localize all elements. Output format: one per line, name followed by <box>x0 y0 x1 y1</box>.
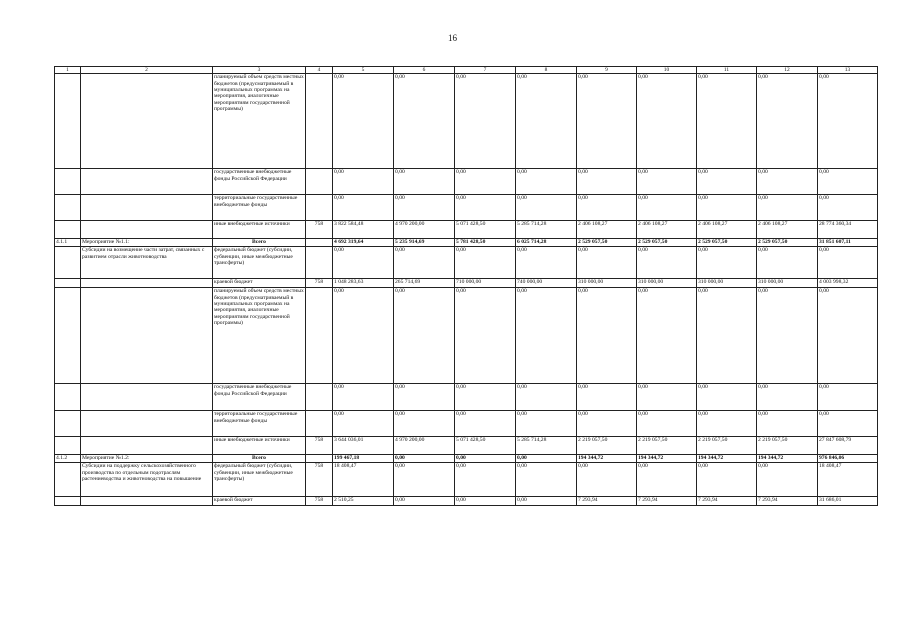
measure-number-cell: 4.1.2 <box>55 455 81 463</box>
column-header: 11 <box>697 67 757 74</box>
measure-name-cell <box>81 221 213 239</box>
amount-cell: 4 003 998,32 <box>818 279 878 288</box>
amount-cell: 18 408,47 <box>333 463 394 497</box>
amount-cell: 0,00 <box>757 288 818 384</box>
amount-cell: 0,00 <box>516 74 577 169</box>
funding-source-cell: государственные внебюджетные фонды Российской Федерации <box>213 169 306 195</box>
amount-cell: 0,00 <box>697 169 757 195</box>
measure-number-cell <box>55 195 81 221</box>
amount-cell: 4 692 319,64 <box>333 239 394 247</box>
amount-cell: 0,00 <box>757 74 818 169</box>
funding-source-cell: иные внебюджетные источники <box>213 437 306 455</box>
amount-cell: 2 406 108,27 <box>637 221 697 239</box>
measure-number-cell <box>55 384 81 411</box>
measure-name-cell <box>81 74 213 169</box>
code-cell <box>306 455 333 463</box>
amount-cell: 0,00 <box>516 247 577 279</box>
measure-number-cell <box>55 497 81 506</box>
amount-cell: 2 529 057,50 <box>577 239 637 247</box>
measure-name-cell <box>81 279 213 288</box>
measure-name-cell <box>81 497 213 506</box>
measure-number-cell <box>55 437 81 455</box>
measure-number-cell <box>55 288 81 384</box>
budget-table-body <box>55 74 878 506</box>
table-row <box>55 497 878 506</box>
amount-cell: 194 344,72 <box>637 455 697 463</box>
code-cell <box>306 74 333 169</box>
amount-cell: 0,00 <box>577 384 637 411</box>
amount-cell: 0,00 <box>394 411 455 437</box>
amount-cell: 2 406 108,27 <box>697 221 757 239</box>
amount-cell: 0,00 <box>637 384 697 411</box>
funding-source-cell: планируемый объем средств местных бюджетов (предусматриваемый в муниципальных программах на мероприятия, аналогичные мероприятиям государственной программы) <box>213 288 306 384</box>
measure-number-cell <box>55 279 81 288</box>
amount-cell: 5 285 714,28 <box>516 437 577 455</box>
amount-cell: 0,00 <box>516 195 577 221</box>
amount-cell: 0,00 <box>818 74 878 169</box>
amount-cell: 7 293,94 <box>697 497 757 506</box>
column-header: 13 <box>818 67 878 74</box>
measure-name-cell <box>81 195 213 221</box>
funding-source-cell: государственные внебюджетные фонды Российской Федерации <box>213 384 306 411</box>
amount-cell: 0,00 <box>455 384 516 411</box>
code-cell: 758 <box>306 497 333 506</box>
amount-cell: 0,00 <box>455 455 516 463</box>
amount-cell: 0,00 <box>757 411 818 437</box>
amount-cell: 0,00 <box>455 411 516 437</box>
code-cell: 758 <box>306 279 333 288</box>
amount-cell: 310 000,00 <box>577 279 637 288</box>
amount-cell: 2 406 108,27 <box>757 221 818 239</box>
column-header: 6 <box>394 67 455 74</box>
measure-name-cell: Субсидии на поддержку сельскохозяйственного производства по отдельным подотраслям растениеводства и животноводства на повышение <box>81 463 213 497</box>
measure-name-cell <box>81 437 213 455</box>
amount-cell: 0,00 <box>333 74 394 169</box>
amount-cell: 2 219 057,50 <box>577 437 637 455</box>
amount-cell: 0,00 <box>516 455 577 463</box>
amount-cell: 0,00 <box>516 384 577 411</box>
code-cell <box>306 384 333 411</box>
amount-cell: 0,00 <box>637 74 697 169</box>
amount-cell: 0,00 <box>455 74 516 169</box>
amount-cell: 976 846,06 <box>818 455 878 463</box>
amount-cell: 0,00 <box>333 288 394 384</box>
amount-cell: 2 406 108,27 <box>577 221 637 239</box>
amount-cell: 0,00 <box>394 463 455 497</box>
amount-cell: 0,00 <box>333 384 394 411</box>
amount-cell: 6 025 714,28 <box>516 239 577 247</box>
amount-cell: 0,00 <box>757 169 818 195</box>
amount-cell: 0,00 <box>697 288 757 384</box>
amount-cell: 0,00 <box>516 411 577 437</box>
amount-cell: 2 219 057,50 <box>637 437 697 455</box>
amount-cell: 2 219 057,50 <box>757 437 818 455</box>
amount-cell: 0,00 <box>394 455 455 463</box>
amount-cell: 194 344,72 <box>757 455 818 463</box>
funding-source-cell: краевой бюджет <box>213 279 306 288</box>
amount-cell: 0,00 <box>394 74 455 169</box>
measure-number-cell <box>55 74 81 169</box>
column-header: 9 <box>577 67 637 74</box>
code-cell: 758 <box>306 463 333 497</box>
funding-source-cell: федеральный бюджет (субсидии, субвенции, иные межбюджетные трансферты) <box>213 463 306 497</box>
amount-cell: 2 219 057,50 <box>697 437 757 455</box>
table-row <box>55 288 878 384</box>
code-cell <box>306 195 333 221</box>
amount-cell: 0,00 <box>394 288 455 384</box>
amount-cell: 0,00 <box>577 74 637 169</box>
amount-cell: 265 714,69 <box>394 279 455 288</box>
amount-cell: 5 285 714,28 <box>516 221 577 239</box>
funding-source-cell: краевой бюджет <box>213 497 306 506</box>
measure-name-cell <box>81 384 213 411</box>
amount-cell: 0,00 <box>394 247 455 279</box>
funding-source-cell: Всего <box>213 455 306 463</box>
measure-name-cell: Мероприятие №1.2: <box>81 455 213 463</box>
table-row <box>55 169 878 195</box>
measure-number-cell <box>55 169 81 195</box>
amount-cell: 740 000,00 <box>516 279 577 288</box>
amount-cell: 0,00 <box>455 463 516 497</box>
amount-cell: 0,00 <box>394 497 455 506</box>
amount-cell: 0,00 <box>637 463 697 497</box>
code-cell <box>306 239 333 247</box>
funding-source-cell: территориальные государственные внебюджетные фонды <box>213 411 306 437</box>
amount-cell: 0,00 <box>757 195 818 221</box>
amount-cell: 5 071 428,50 <box>455 437 516 455</box>
amount-cell: 0,00 <box>818 411 878 437</box>
code-cell <box>306 247 333 279</box>
amount-cell: 0,00 <box>637 195 697 221</box>
amount-cell: 0,00 <box>637 411 697 437</box>
table-row <box>55 437 878 455</box>
amount-cell: 0,00 <box>637 247 697 279</box>
amount-cell: 31 851 607,11 <box>818 239 878 247</box>
column-number-header <box>55 67 878 74</box>
amount-cell: 0,00 <box>455 195 516 221</box>
measure-number-cell <box>55 463 81 497</box>
amount-cell: 0,00 <box>697 411 757 437</box>
amount-cell: 310 000,00 <box>637 279 697 288</box>
table-row <box>55 221 878 239</box>
amount-cell: 27 847 608,79 <box>818 437 878 455</box>
amount-cell: 0,00 <box>577 288 637 384</box>
table-row <box>55 463 878 497</box>
amount-cell: 28 774 360,34 <box>818 221 878 239</box>
amount-cell: 4 970 200,00 <box>394 221 455 239</box>
amount-cell: 0,00 <box>333 411 394 437</box>
table-row <box>55 455 878 463</box>
amount-cell: 18 408,47 <box>818 463 878 497</box>
amount-cell: 0,00 <box>697 195 757 221</box>
amount-cell: 0,00 <box>394 195 455 221</box>
table-row <box>55 411 878 437</box>
amount-cell: 31 686,01 <box>818 497 878 506</box>
code-cell <box>306 169 333 195</box>
amount-cell: 0,00 <box>637 169 697 195</box>
table-row <box>55 239 878 247</box>
amount-cell: 2 529 057,50 <box>637 239 697 247</box>
amount-cell: 7 293,94 <box>757 497 818 506</box>
amount-cell: 0,00 <box>697 463 757 497</box>
amount-cell: 0,00 <box>757 463 818 497</box>
column-header: 5 <box>333 67 394 74</box>
column-header: 3 <box>213 67 306 74</box>
amount-cell: 0,00 <box>818 384 878 411</box>
column-header: 4 <box>306 67 333 74</box>
amount-cell: 1 048 283,63 <box>333 279 394 288</box>
amount-cell: 0,00 <box>516 169 577 195</box>
amount-cell: 0,00 <box>697 74 757 169</box>
amount-cell: 5 235 914,69 <box>394 239 455 247</box>
code-cell: 758 <box>306 437 333 455</box>
amount-cell: 0,00 <box>333 169 394 195</box>
code-cell <box>306 411 333 437</box>
amount-cell: 0,00 <box>577 463 637 497</box>
measure-name-cell: Субсидии на возмещение части затрат, связанных с развитием отрасли животноводства <box>81 247 213 279</box>
measure-number-cell <box>55 247 81 279</box>
amount-cell: 5 071 428,50 <box>455 221 516 239</box>
amount-cell: 0,00 <box>818 195 878 221</box>
amount-cell: 7 293,94 <box>577 497 637 506</box>
amount-cell: 4 970 200,00 <box>394 437 455 455</box>
column-header: 10 <box>637 67 697 74</box>
code-cell <box>306 288 333 384</box>
column-header: 1 <box>55 67 81 74</box>
measure-number-cell: 4.1.1 <box>55 239 81 247</box>
measure-number-cell <box>55 221 81 239</box>
amount-cell: 194 344,72 <box>577 455 637 463</box>
amount-cell: 194 344,72 <box>697 455 757 463</box>
amount-cell: 0,00 <box>637 288 697 384</box>
amount-cell: 0,00 <box>455 247 516 279</box>
column-header: 2 <box>81 67 213 74</box>
amount-cell: 0,00 <box>455 288 516 384</box>
amount-cell: 0,00 <box>455 497 516 506</box>
funding-source-cell: федеральный бюджет (субсидии, субвенции, иные межбюджетные трансферты) <box>213 247 306 279</box>
amount-cell: 0,00 <box>757 247 818 279</box>
amount-cell: 0,00 <box>818 288 878 384</box>
budget-table <box>54 66 878 506</box>
amount-cell: 0,00 <box>516 288 577 384</box>
amount-cell: 0,00 <box>394 384 455 411</box>
amount-cell: 7 293,94 <box>637 497 697 506</box>
amount-cell: 5 781 428,50 <box>455 239 516 247</box>
column-header: 7 <box>455 67 516 74</box>
measure-number-cell <box>55 411 81 437</box>
funding-source-cell: планируемый объем средств местных бюджетов (предусматриваемый в муниципальных программах на мероприятия, аналогичные мероприятиям государственной программы) <box>213 74 306 169</box>
amount-cell: 0,00 <box>455 169 516 195</box>
column-header: 8 <box>516 67 577 74</box>
page-number: 16 <box>448 33 457 43</box>
amount-cell: 2 529 057,50 <box>697 239 757 247</box>
table-row <box>55 195 878 221</box>
amount-cell: 0,00 <box>577 411 637 437</box>
amount-cell: 0,00 <box>697 247 757 279</box>
funding-source-cell: территориальные государственные внебюджетные фонды <box>213 195 306 221</box>
amount-cell: 3 822 584,48 <box>333 221 394 239</box>
table-row <box>55 279 878 288</box>
amount-cell: 0,00 <box>394 169 455 195</box>
table-row <box>55 74 878 169</box>
amount-cell: 0,00 <box>818 247 878 279</box>
funding-source-cell: иные внебюджетные источники <box>213 221 306 239</box>
amount-cell: 710 000,00 <box>455 279 516 288</box>
table-row <box>55 384 878 411</box>
amount-cell: 310 000,00 <box>697 279 757 288</box>
column-header: 12 <box>757 67 818 74</box>
measure-name-cell <box>81 288 213 384</box>
measure-name-cell <box>81 169 213 195</box>
amount-cell: 199 467,18 <box>333 455 394 463</box>
amount-cell: 2 510,25 <box>333 497 394 506</box>
amount-cell: 310 000,00 <box>757 279 818 288</box>
amount-cell: 0,00 <box>516 497 577 506</box>
code-cell: 758 <box>306 221 333 239</box>
measure-name-cell <box>81 411 213 437</box>
amount-cell: 0,00 <box>757 384 818 411</box>
amount-cell: 2 529 057,50 <box>757 239 818 247</box>
amount-cell: 0,00 <box>818 169 878 195</box>
amount-cell: 0,00 <box>577 169 637 195</box>
amount-cell: 0,00 <box>516 463 577 497</box>
measure-name-cell: Мероприятие №1.1: <box>81 239 213 247</box>
amount-cell: 0,00 <box>333 195 394 221</box>
amount-cell: 0,00 <box>577 195 637 221</box>
table-row <box>55 247 878 279</box>
funding-source-cell: Всего <box>213 239 306 247</box>
amount-cell: 3 644 036,01 <box>333 437 394 455</box>
amount-cell: 0,00 <box>333 247 394 279</box>
amount-cell: 0,00 <box>697 384 757 411</box>
amount-cell: 0,00 <box>577 247 637 279</box>
